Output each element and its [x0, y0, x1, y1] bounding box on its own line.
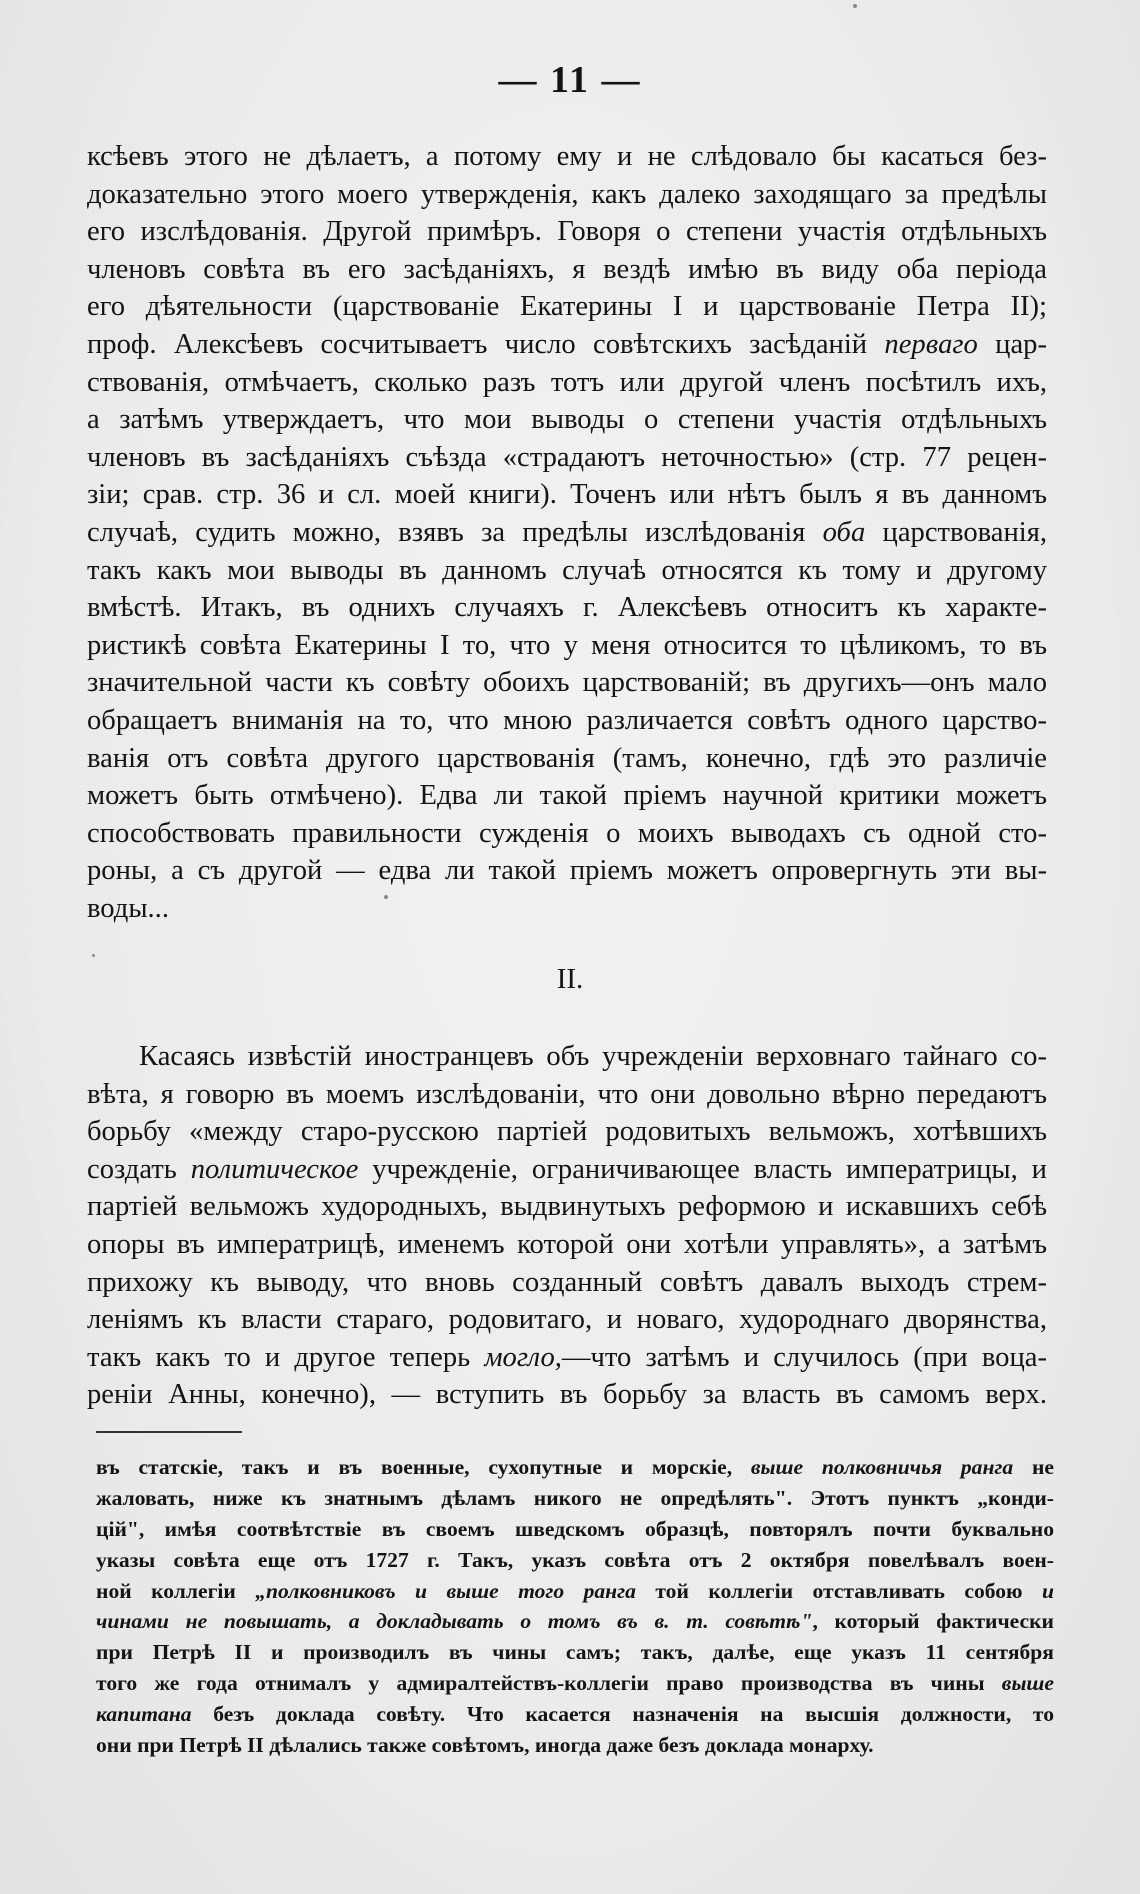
text-segment: способствовать правильности сужденія о моихъ выводахъ съ одной сто- — [87, 817, 1047, 849]
paragraph-2 — [87, 1038, 1047, 1414]
text-segment: царствованія, — [865, 516, 1047, 548]
text-segment: такъ какъ то и другое теперь — [87, 1341, 485, 1373]
text-segment: обращаетъ вниманія на то, что мною различается совѣтъ одного царство- — [87, 704, 1047, 736]
text-line — [96, 1452, 1054, 1483]
text-line — [87, 1113, 1047, 1151]
text-segment: его изслѣдованія. Другой примѣръ. Говоря о степени участія отдѣльныхъ — [87, 216, 1047, 248]
text-segment: воды... — [87, 892, 169, 924]
text-segment: значительной части къ совѣту обоихъ царствованій; въ другихъ—онъ мало — [87, 667, 1047, 699]
text-segment: леніямъ къ власти стараго, родовитаго, и новаго, худороднаго дворянства, — [87, 1304, 1047, 1336]
footnote — [96, 1452, 1054, 1761]
text-line — [87, 1188, 1047, 1226]
text-segment: членовъ совѣта въ его засѣданіяхъ, я вездѣ имѣю въ виду оба періода — [87, 253, 1047, 285]
text-line — [87, 1226, 1047, 1264]
text-line — [87, 1076, 1047, 1114]
page-number: — 11 — — [498, 59, 642, 101]
italic-text: и — [1041, 1578, 1054, 1603]
text-line — [87, 627, 1047, 665]
italic-text: оба — [822, 516, 866, 548]
text-segment: цій", имѣя соотвѣтствіе въ своемъ шведскомъ образцѣ, повторялъ почти буквально — [96, 1516, 1054, 1541]
text-line — [96, 1699, 1054, 1730]
text-segment: безъ доклада совѣту. Что касается назначенія на высшія должности, то — [191, 1702, 1054, 1727]
text-line — [87, 439, 1047, 477]
text-line — [87, 364, 1047, 402]
text-segment: ристикѣ совѣта Екатерины I то, что у меня относится то цѣликомъ, то въ — [87, 629, 1047, 661]
italic-text: чинами не повышать, а докладывать о томъ въ в. т. совѣтѣ" — [96, 1609, 813, 1634]
text-segment: при Петрѣ II и производилъ въ чины самъ; такъ, далѣе, еще указъ 11 сентября — [96, 1640, 1054, 1665]
text-line — [87, 1301, 1047, 1339]
text-line — [96, 1514, 1054, 1545]
italic-text: „полковниковъ и выше того ранга — [255, 1578, 636, 1603]
text-segment: борьбу «между старо-русскою партіей родовитыхъ вельможъ, хотѣвшихъ — [87, 1116, 1047, 1148]
text-segment: прихожу къ выводу, что вновь созданный совѣтъ давалъ выходъ стрем- — [87, 1266, 1047, 1298]
italic-text: политическое — [190, 1153, 359, 1185]
italic-text: капитана — [96, 1702, 192, 1727]
text-line — [87, 326, 1047, 364]
text-segment: , который фактически — [812, 1609, 1054, 1634]
text-segment: партіей вельможъ худородныхъ, выдвинутыхъ реформою и искавшихъ себѣ — [87, 1191, 1047, 1223]
italic-text: могло, — [484, 1341, 562, 1373]
text-segment: проф. Алексѣевъ сосчитываетъ число совѣтскихъ засѣданій — [87, 328, 885, 360]
italic-text: первaго — [884, 328, 978, 360]
text-segment: вмѣстѣ. Итакъ, въ однихъ случаяхъ г. Алексѣевъ относитъ къ характе- — [87, 592, 1047, 624]
text-segment: ствованія, отмѣчаетъ, сколько разъ тотъ или другой членъ посѣтилъ ихъ, — [87, 366, 1047, 398]
text-segment: той коллегіи отставливать собою — [635, 1578, 1042, 1603]
text-segment: ванія отъ совѣта другого царствованія (тамъ, конечно, гдѣ это различіе — [87, 742, 1047, 774]
text-line — [87, 401, 1047, 439]
text-segment: доказательно этого моего утвержденія, какъ далеко заходящаго за предѣлы — [87, 178, 1047, 210]
text-line — [87, 288, 1047, 326]
text-line — [87, 1264, 1047, 1302]
text-line — [87, 1339, 1047, 1377]
text-segment: ной коллегіи — [96, 1578, 256, 1603]
text-segment: зіи; срав. стр. 36 и сл. моей книги). Точенъ или нѣтъ былъ я въ данномъ — [87, 479, 1047, 511]
text-line — [87, 1376, 1047, 1414]
text-segment: не — [1013, 1455, 1055, 1479]
text-segment: случаѣ, судить можно, взявъ за предѣлы изслѣдованія — [87, 516, 823, 548]
text-line — [87, 852, 1047, 890]
text-segment: учрежденіе, ограничивающее власть императрицы, и — [358, 1153, 1047, 1185]
text-line — [87, 514, 1047, 552]
text-line — [87, 664, 1047, 702]
italic-text: выше — [1001, 1671, 1054, 1696]
section-heading: II. — [556, 963, 584, 995]
footnote-divider — [96, 1431, 242, 1433]
print-speck — [384, 895, 388, 899]
text-segment: членовъ въ засѣданіяхъ съѣзда «страдаютъ неточностью» (стр. 77 рецен- — [87, 441, 1047, 473]
text-line — [87, 1151, 1047, 1189]
text-segment: ксѣевъ этого не дѣлаетъ, а потому ему и не слѣдовало бы касаться без- — [87, 141, 1047, 172]
print-speck — [92, 954, 95, 957]
text-line — [87, 552, 1047, 590]
text-line — [87, 702, 1047, 740]
paragraph-1 — [87, 138, 1047, 927]
text-line — [87, 777, 1047, 815]
text-line — [87, 890, 1047, 928]
text-line — [87, 1038, 1047, 1076]
text-segment: реніи Анны, конечно), — вступить въ борьбу за власть въ самомъ верх. — [87, 1379, 1047, 1411]
print-speck — [853, 4, 857, 8]
text-line — [87, 740, 1047, 778]
text-line — [96, 1730, 1054, 1761]
text-segment: такъ какъ мои выводы въ данномъ случаѣ относятся къ тому и другому — [87, 554, 1047, 586]
text-line — [96, 1545, 1054, 1576]
text-line — [96, 1576, 1054, 1607]
text-segment: вѣта, я говорю въ моемъ изслѣдованіи, что они довольно вѣрно передаютъ — [87, 1078, 1047, 1110]
text-segment: Касаясь извѣстій иностранцевъ объ учрежденіи верховнаго тайнаго со- — [139, 1041, 1047, 1072]
text-segment: а затѣмъ утверждаетъ, что мои выводы о степени участія отдѣльныхъ — [87, 404, 1047, 436]
text-line — [87, 251, 1047, 289]
text-line — [96, 1668, 1054, 1699]
text-line — [87, 476, 1047, 514]
italic-text: выше полковничья ранга — [750, 1455, 1014, 1479]
text-segment: можетъ быть отмѣчено). Едва ли такой пріемъ научной критики можетъ — [87, 780, 1047, 812]
text-segment: указы совѣта еще отъ 1727 г. Такъ, указъ совѣта отъ 2 октября повелѣвалъ воен- — [96, 1547, 1054, 1572]
text-line — [87, 815, 1047, 853]
text-line — [96, 1483, 1054, 1514]
text-segment: опоры въ императрицѣ, именемъ которой они хотѣли управлять», а затѣмъ — [87, 1228, 1047, 1260]
text-segment: въ статскіе, такъ и въ военные, сухопутные и морскіе, — [96, 1455, 751, 1479]
text-line — [87, 138, 1047, 176]
text-segment: его дѣятельности (царствованіе Екатерины I и царствованіе Петра II); — [87, 291, 1047, 323]
text-segment: они при Петрѣ II дѣлались также совѣтомъ, иногда даже безъ доклада монарху. — [96, 1733, 874, 1758]
text-segment: роны, а съ другой — едва ли такой пріемъ можетъ опровергнуть эти вы- — [87, 855, 1047, 887]
text-segment: того же года отнималъ у адмиралтействъ-коллегіи право производства въ чины — [96, 1671, 1002, 1696]
text-line — [96, 1637, 1054, 1668]
text-line — [87, 589, 1047, 627]
text-line — [87, 176, 1047, 214]
text-segment: цар- — [977, 328, 1047, 360]
text-line — [96, 1606, 1054, 1637]
text-line — [87, 213, 1047, 251]
text-segment: создать — [87, 1153, 191, 1185]
text-segment: жаловать, ниже къ знатнымъ дѣламъ никого не опредѣлять". Этотъ пунктъ „конди- — [96, 1485, 1054, 1510]
text-segment: —что затѣмъ и случилось (при воца- — [561, 1341, 1047, 1373]
